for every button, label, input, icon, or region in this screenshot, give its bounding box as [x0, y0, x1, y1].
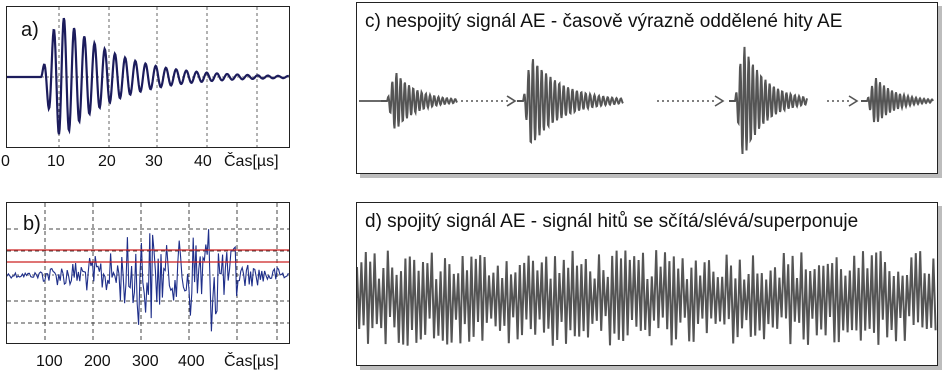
panel-a: [6, 6, 290, 148]
panel-c-hit-3: [729, 47, 807, 154]
panel-c-hit-4: [861, 78, 933, 122]
panel-a-tick-30: 30: [145, 153, 163, 170]
panel-c-hit-2: [517, 59, 623, 142]
panel-a-waveform: [7, 18, 289, 134]
panel-a-tick-0: 0: [1, 153, 10, 170]
panel-a-x-unit: Čas[µs]: [224, 153, 279, 170]
panel-b: [6, 202, 290, 344]
panel-d-title: d) spojitý signál AE - signál hitů se sčítá/slévá/superponuje: [365, 211, 859, 232]
panel-a-label: a): [21, 19, 39, 41]
panel-c-arrow-2-head: [715, 96, 723, 106]
panel-b-plot: [7, 203, 289, 343]
panel-b-label: b): [23, 213, 41, 235]
panel-b-waveform: [7, 229, 288, 331]
panel-d: [356, 202, 938, 366]
panel-a-tick-10: 10: [47, 153, 65, 170]
panel-a-tick-40: 40: [194, 153, 212, 170]
panel-c-hit-1: [381, 73, 457, 128]
panel-a-plot: [7, 7, 289, 147]
panel-a-tick-20: 20: [98, 153, 116, 170]
panel-d-waveform: [357, 250, 936, 346]
panel-b-tick-200: 200: [84, 353, 111, 370]
panel-b-tick-100: 100: [36, 353, 63, 370]
panel-b-tick-400: 400: [178, 353, 205, 370]
panel-c-arrow-3-head: [849, 96, 857, 106]
panel-c-title: c) nespojitý signál AE - časově výrazně oddělené hity AE: [365, 11, 843, 32]
panel-b-x-unit: Čas[µs]: [224, 353, 279, 370]
panel-b-tick-300: 300: [132, 353, 159, 370]
panel-c: [356, 2, 938, 174]
panel-c-arrow-1-head: [507, 96, 515, 106]
